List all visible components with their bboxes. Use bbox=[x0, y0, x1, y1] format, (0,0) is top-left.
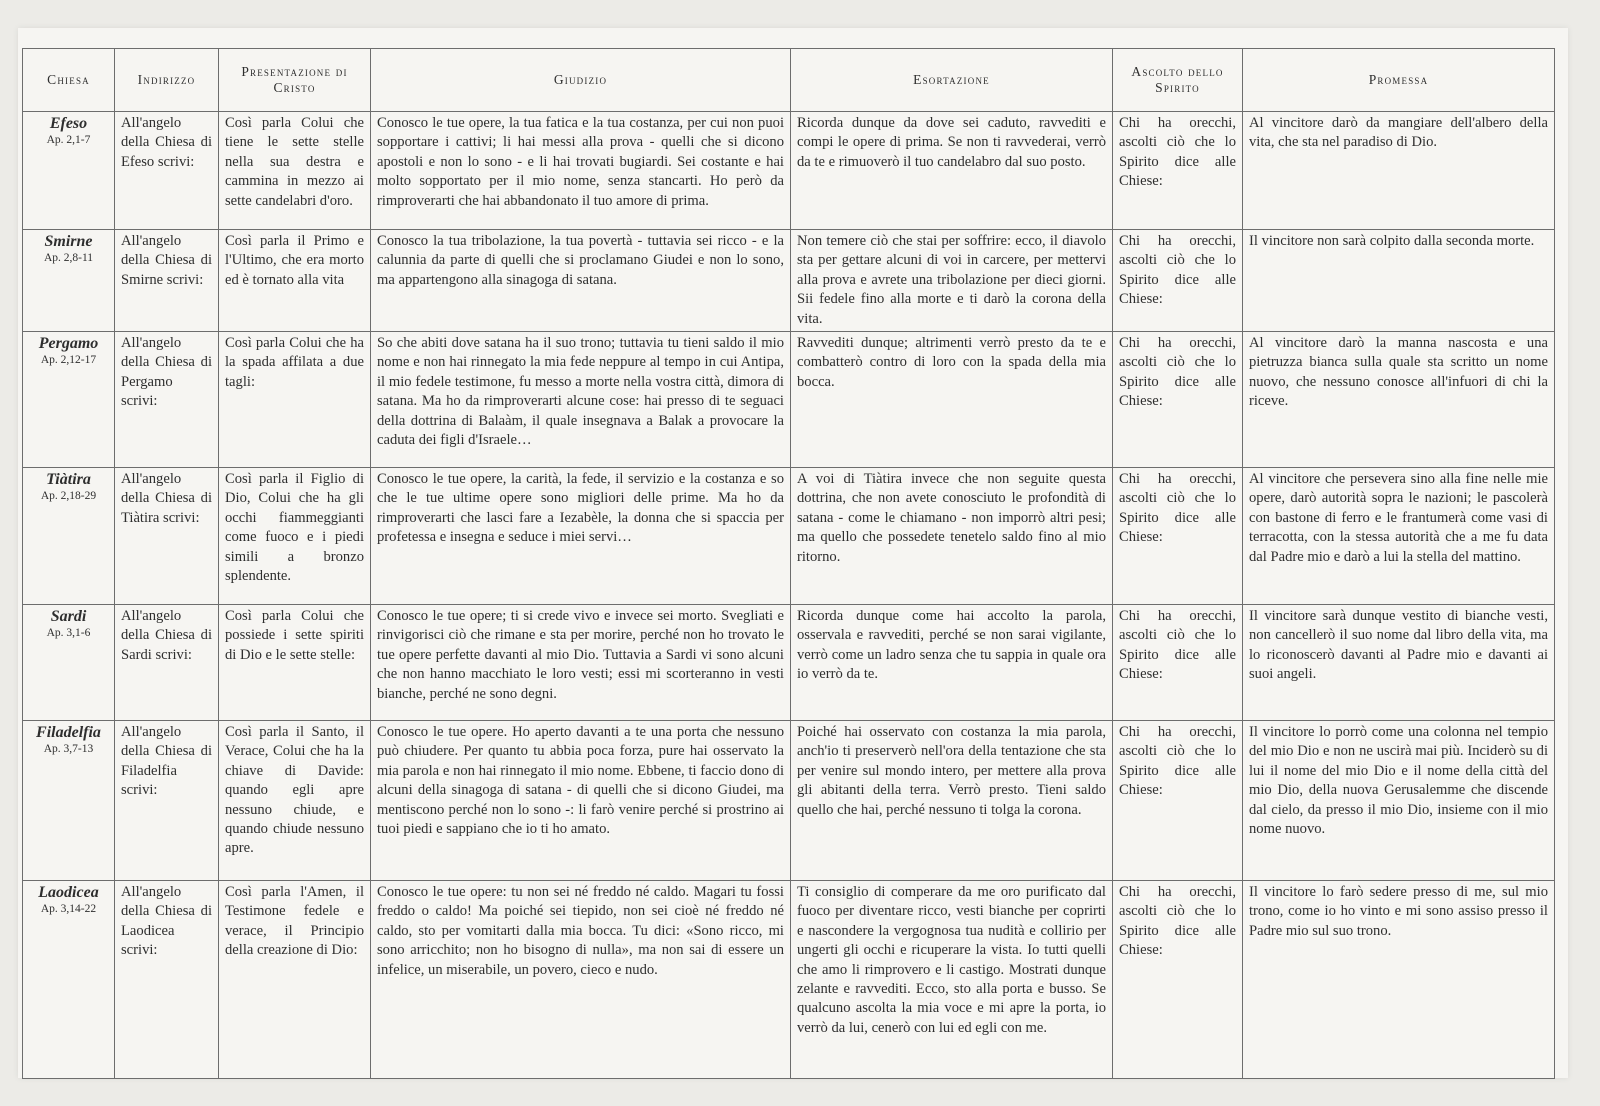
ascolto-cell: Chi ha orecchi, ascolti ciò che lo Spirito dice alle Chiese: bbox=[1113, 112, 1243, 230]
seven-churches-table bbox=[22, 48, 1555, 1079]
header-promessa: Promessa bbox=[1243, 49, 1555, 112]
esortazione-cell: Ravvediti dunque; altrimenti verrò presto da te e combatterò contro di loro con la spada della mia bocca. bbox=[791, 332, 1113, 468]
church-name: Tiàtira bbox=[46, 471, 91, 489]
table-row bbox=[23, 721, 1555, 881]
church-ref: Ap. 3,7-13 bbox=[43, 743, 94, 756]
church-cell bbox=[23, 468, 115, 605]
church-cell bbox=[23, 721, 115, 881]
giudizio-cell: Conosco le tue opere; ti si crede vivo e invece sei morto. Svegliati e rinvigorisci ciò che rimane e sta per morire, perché non ho trovato le tue opere perfette davanti al mio Dio. Tuttavia a Sardi vi sono alcuni che non hanno macchiato le loro vesti; essi mi scorteranno in vesti bianche, perché ne sono degni. bbox=[371, 605, 791, 721]
indirizzo-cell: All'angelo della Chiesa di Filadelfia scrivi: bbox=[115, 721, 219, 881]
church-ref: Ap. 3,14-22 bbox=[40, 903, 97, 916]
esortazione-cell: Ricorda dunque da dove sei caduto, ravvediti e compi le opere di prima. Se non ti ravvederai, verrò da te e rimuoverò il tuo candelabro dal suo posto. bbox=[791, 112, 1113, 230]
indirizzo-cell: All'angelo della Chiesa di Laodicea scrivi: bbox=[115, 881, 219, 1079]
header-giudizio: Giudizio bbox=[371, 49, 791, 112]
church-ref: Ap. 2,18-29 bbox=[40, 490, 97, 503]
esortazione-cell: Non temere ciò che stai per soffrire: ecco, il diavolo sta per gettare alcuni di voi in carcere, per mettervi alla prova e avrete una tribolazione per dieci giorni. Sii fedele fino alla morte e ti darò la corona della vita. bbox=[791, 230, 1113, 332]
presentazione-cell: Così parla il Primo e l'Ultimo, che era morto ed è tornato alla vita bbox=[219, 230, 371, 332]
church-name: Smirne bbox=[44, 233, 93, 250]
presentazione-cell: Così parla il Figlio di Dio, Colui che ha gli occhi fiammeggianti come fuoco e i piedi simili a bronzo splendente. bbox=[219, 468, 371, 605]
header-ascolto: Ascolto dello Spirito bbox=[1113, 49, 1243, 112]
church-name: Filadelfia bbox=[36, 724, 101, 742]
promessa-cell: Al vincitore che persevera sino alla fine nelle mie opere, darò autorità sopra le nazioni; le pascolerà con bastone di ferro e le frantumerà come vasi di terracotta, con la stessa autorità che a me fu data dal Padre mio e darò a lui la stella del mattino. bbox=[1243, 468, 1555, 605]
church-cell bbox=[23, 332, 115, 468]
header-indirizzo: Indirizzo bbox=[115, 49, 219, 112]
ascolto-cell: Chi ha orecchi, ascolti ciò che lo Spirito dice alle Chiese: bbox=[1113, 468, 1243, 605]
header-row bbox=[23, 49, 1555, 112]
ascolto-cell: Chi ha orecchi, ascolti ciò che lo Spirito dice alle Chiese: bbox=[1113, 605, 1243, 721]
promessa-cell: Il vincitore lo porrò come una colonna nel tempio del mio Dio e non ne uscirà mai più. Inciderò su di lui il nome del mio Dio e il nome della città del mio Dio, della nuova Gerusalemme che discende dal cielo, da presso il mio Dio, insieme con il mio nome nuovo. bbox=[1243, 721, 1555, 881]
giudizio-cell: So che abiti dove satana ha il suo trono; tuttavia tu tieni saldo il mio nome e non hai rinnegato la mia fede neppure al tempo in cui Antipa, il mio fedele testimone, fu messo a morte nella vostra città, dimora di satana. Ma ho da rimproverarti alcune cose: hai presso di te seguaci della dottrina di Balaàm, il quale insegnava a Balak a provocare la caduta dei figli d'Israele… bbox=[371, 332, 791, 468]
ascolto-cell: Chi ha orecchi, ascolti ciò che lo Spirito dice alle Chiese: bbox=[1113, 721, 1243, 881]
header-chiesa: Chiesa bbox=[23, 49, 115, 112]
paper-sheet bbox=[18, 28, 1568, 1078]
ascolto-cell: Chi ha orecchi, ascolti ciò che lo Spirito dice alle Chiese: bbox=[1113, 332, 1243, 468]
church-name: Pergamo bbox=[38, 335, 99, 353]
church-cell bbox=[23, 605, 115, 721]
esortazione-cell: A voi di Tiàtira invece che non seguite questa dottrina, che non avete conosciuto le profondità di satana - come le chiamano - non imporrò altri pesi; ma quello che possedete tenetelo saldo fino al mio ritorno. bbox=[791, 468, 1113, 605]
esortazione-cell: Ricorda dunque come hai accolto la parola, osservala e ravvediti, perché se non sarai vigilante, verrò come un ladro senza che tu sappia in quale ora io verrò da te. bbox=[791, 605, 1113, 721]
presentazione-cell: Così parla Colui che tiene le sette stelle nella sua destra e cammina in mezzo ai sette candelabri d'oro. bbox=[219, 112, 371, 230]
promessa-cell: Il vincitore non sarà colpito dalla seconda morte. bbox=[1243, 230, 1555, 332]
promessa-cell: Al vincitore darò da mangiare dell'albero della vita, che sta nel paradiso di Dio. bbox=[1243, 112, 1555, 230]
church-cell bbox=[23, 230, 115, 332]
giudizio-cell: Conosco le tue opere. Ho aperto davanti a te una porta che nessuno può chiudere. Per quanto tu abbia poca forza, pure hai osservato la mia parola e non hai rinnegato il mio nome. Ebbene, ti faccio dono di alcuni della sinagoga di satana - di quelli che si dicono Giudei, ma mentiscono perché non lo sono -: li farò venire perché si prostrino ai tuoi piedi e sappiano che io ti ho amato. bbox=[371, 721, 791, 881]
church-name: Sardi bbox=[50, 608, 87, 626]
table-row bbox=[23, 468, 1555, 605]
church-ref: Ap. 2,1-7 bbox=[46, 134, 91, 146]
presentazione-cell: Così parla il Santo, il Verace, Colui che ha la chiave di Davide: quando egli apre nessuno chiude, e quando chiude nessuno apre. bbox=[219, 721, 371, 881]
church-name: Efeso bbox=[49, 115, 88, 132]
presentazione-cell: Così parla Colui che ha la spada affilata a due tagli: bbox=[219, 332, 371, 468]
header-esortazione: Esortazione bbox=[791, 49, 1113, 112]
promessa-cell: Il vincitore sarà dunque vestito di bianche vesti, non cancellerò il suo nome dal libro della vita, ma lo riconoscerò davanti al Padre mio e davanti ai suoi angeli. bbox=[1243, 605, 1555, 721]
church-ref: Ap. 3,1-6 bbox=[46, 627, 91, 640]
indirizzo-cell: All'angelo della Chiesa di Efeso scrivi: bbox=[115, 112, 219, 230]
presentazione-cell: Così parla Colui che possiede i sette spiriti di Dio e le sette stelle: bbox=[219, 605, 371, 721]
church-cell bbox=[23, 112, 115, 230]
table-row bbox=[23, 605, 1555, 721]
ascolto-cell: Chi ha orecchi, ascolti ciò che lo Spirito dice alle Chiese: bbox=[1113, 881, 1243, 1079]
header-presentazione: Presentazione di Cristo bbox=[219, 49, 371, 112]
table-row bbox=[23, 112, 1555, 230]
table-row bbox=[23, 230, 1555, 332]
indirizzo-cell: All'angelo della Chiesa di Sardi scrivi: bbox=[115, 605, 219, 721]
church-ref: Ap. 2,12-17 bbox=[40, 354, 97, 367]
giudizio-cell: Conosco le tue opere: tu non sei né freddo né caldo. Magari tu fossi freddo o caldo! Ma poiché sei tiepido, non sei cioè né freddo né caldo, sto per vomitarti dalla mia bocca. Tu dici: «Sono ricco, mi sono arricchito; non ho bisogno di nulla», ma non sai di essere un infelice, un miserabile, un povero, cieco e nudo. bbox=[371, 881, 791, 1079]
promessa-cell: Il vincitore lo farò sedere presso di me, sul mio trono, come io ho vinto e mi sono assiso presso il Padre mio sul suo trono. bbox=[1243, 881, 1555, 1079]
presentazione-cell: Così parla l'Amen, il Testimone fedele e verace, il Principio della creazione di Dio: bbox=[219, 881, 371, 1079]
giudizio-cell: Conosco le tue opere, la tua fatica e la tua costanza, per cui non puoi sopportare i cattivi; li hai messi alla prova - quelli che si dicono apostoli e non lo sono - e li hai trovati bugiardi. Sei costante e hai molto sopportato per il mio nome, senza stancarti. Ho però da rimproverarti che hai abbandonato il tuo amore di prima. bbox=[371, 112, 791, 230]
esortazione-cell: Poiché hai osservato con costanza la mia parola, anch'io ti preserverò nell'ora della tentazione che sta per venire sul mondo intero, per mettere alla prova gli abitanti della terra. Verrò presto. Tieni saldo quello che hai, perché nessuno ti tolga la corona. bbox=[791, 721, 1113, 881]
church-name: Laodicea bbox=[38, 884, 99, 902]
church-cell bbox=[23, 881, 115, 1079]
table-row bbox=[23, 881, 1555, 1079]
indirizzo-cell: All'angelo della Chiesa di Smirne scrivi: bbox=[115, 230, 219, 332]
ascolto-cell: Chi ha orecchi, ascolti ciò che lo Spirito dice alle Chiese: bbox=[1113, 230, 1243, 332]
giudizio-cell: Conosco la tua tribolazione, la tua povertà - tuttavia sei ricco - e la calunnia da parte di quelli che si proclamano Giudei e non lo sono, ma appartengono alla sinagoga di satana. bbox=[371, 230, 791, 332]
church-ref: Ap. 2,8-11 bbox=[43, 252, 94, 264]
promessa-cell: Al vincitore darò la manna nascosta e una pietruzza bianca sulla quale sta scritto un nome nuovo, che nessuno conosce all'infuori di chi la riceve. bbox=[1243, 332, 1555, 468]
giudizio-cell: Conosco le tue opere, la carità, la fede, il servizio e la costanza e so che le tue ultime opere sono migliori delle prime. Ma ho da rimproverarti che lasci fare a Iezabèle, la donna che si spaccia per profetessa e insegna e seduce i miei servi… bbox=[371, 468, 791, 605]
indirizzo-cell: All'angelo della Chiesa di Tiàtira scrivi: bbox=[115, 468, 219, 605]
esortazione-cell: Ti consiglio di comperare da me oro purificato dal fuoco per diventare ricco, vesti bianche per coprirti e nascondere la vergognosa tua nudità e collirio per ungerti gli occhi e ricuperare la vista. Io tutti quelli che amo li rimprovero e li castigo. Mostrati dunque zelante e ravvediti. Ecco, sto alla porta e busso. Se qualcuno ascolta la mia voce e mi apre la porta, io verrò da lui, cenerò con lui ed egli con me. bbox=[791, 881, 1113, 1079]
indirizzo-cell: All'angelo della Chiesa di Pergamo scrivi: bbox=[115, 332, 219, 468]
table-row bbox=[23, 332, 1555, 468]
